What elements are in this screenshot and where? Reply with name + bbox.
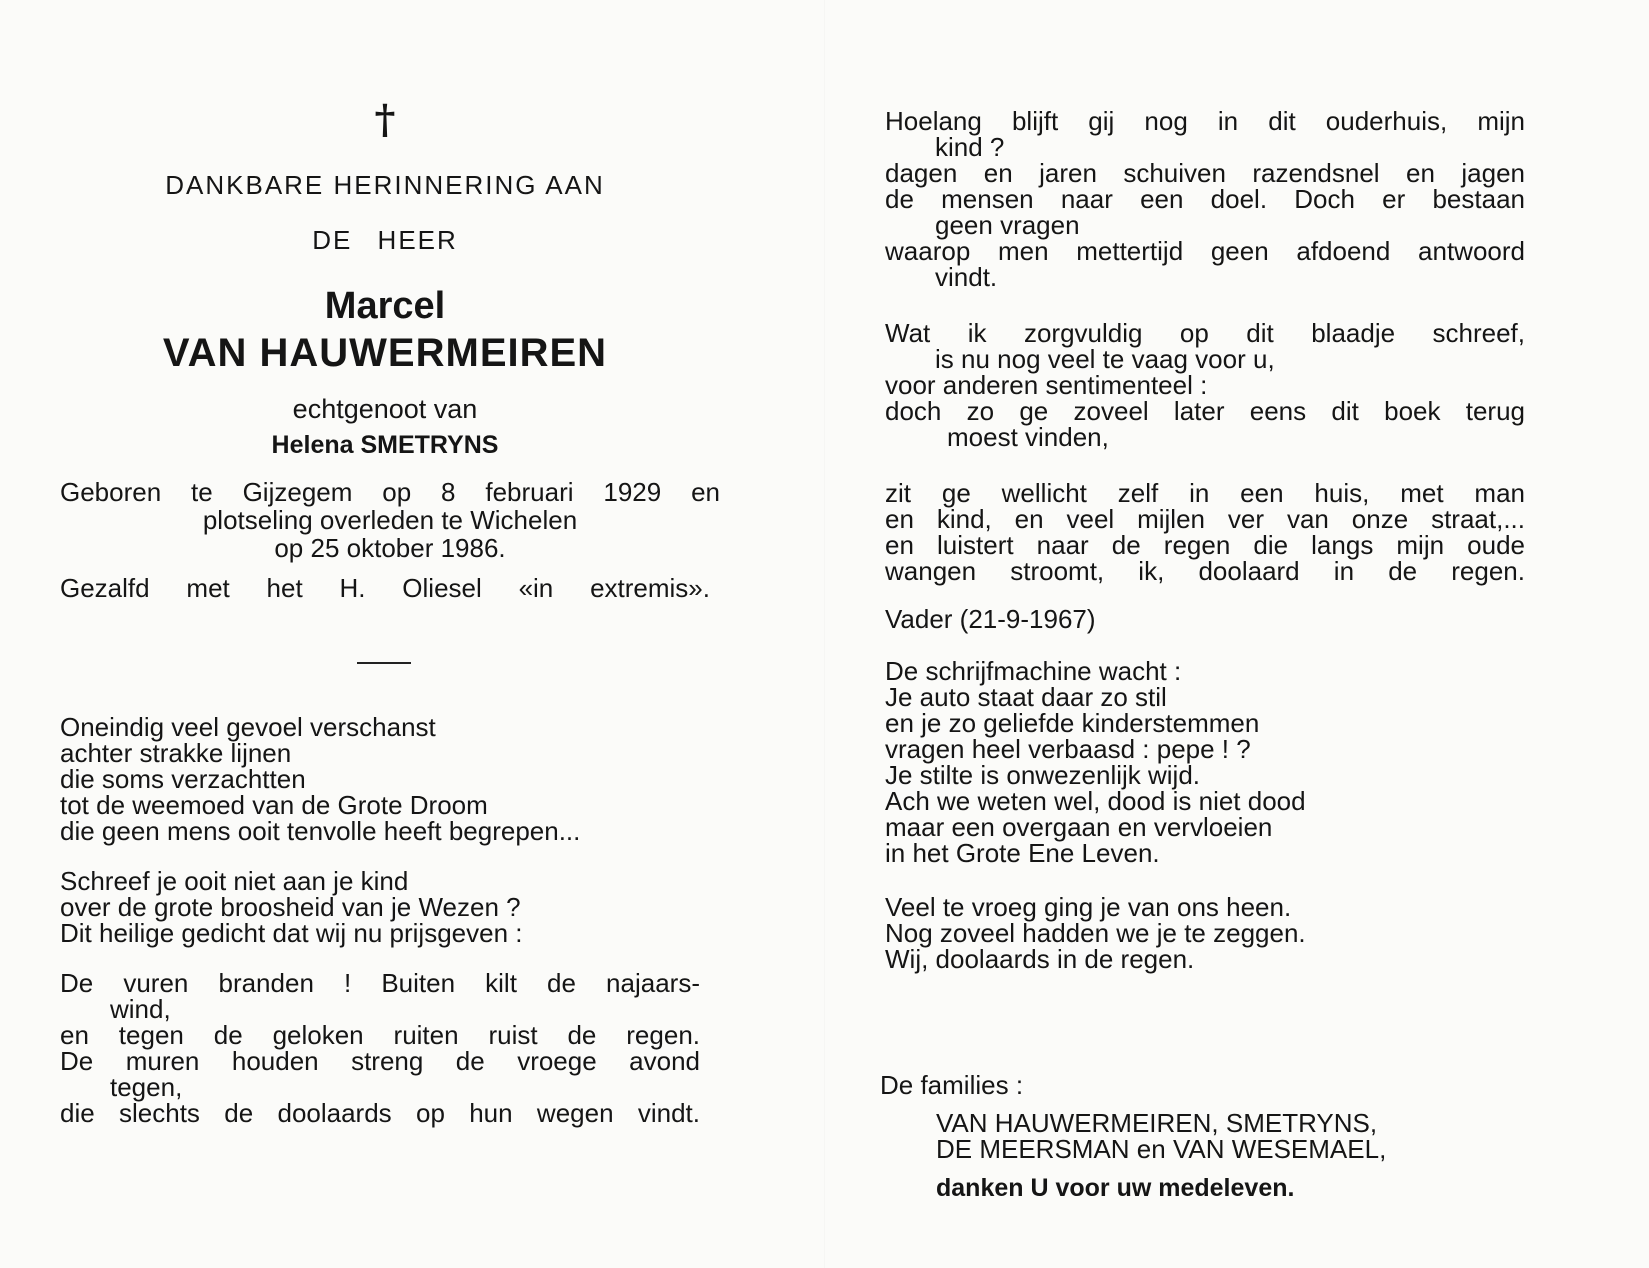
- poem-line: over de grote broosheid van je Wezen ?: [60, 892, 521, 922]
- right-poem-stanza-2: [885, 320, 1525, 450]
- families-label: De families :: [880, 1070, 1024, 1100]
- poem-line: en kind, en veel mijlen ver van onze straat,...: [885, 504, 1525, 534]
- poem-line: De vuren branden ! Buiten kilt de najaars-: [60, 968, 700, 998]
- poem-line: is nu nog veel te vaag voor u,: [935, 344, 1275, 374]
- poem-line: Veel te vroeg ging je van ons heen.: [885, 892, 1292, 922]
- poem-signature: Vader (21-9-1967): [885, 604, 1096, 634]
- poem-line: doch zo ge zoveel later eens dit boek terug: [885, 396, 1525, 426]
- families-line: DE MEERSMAN en VAN WESEMAEL,: [936, 1134, 1387, 1164]
- deceased-first-name: Marcel: [324, 285, 446, 327]
- right-poem-stanza-3: [885, 480, 1525, 584]
- bio-line: op 25 oktober 1986.: [274, 533, 506, 563]
- poem-line: Schreef je ooit niet aan je kind: [60, 866, 409, 896]
- poem-line: de mensen naar een doel. Doch er bestaan: [885, 184, 1525, 214]
- poem-line: dagen en jaren schuiven razendsnel en jagen: [885, 158, 1525, 188]
- poem-line: en luistert naar de regen die langs mijn oude: [885, 530, 1525, 560]
- families-names: [880, 1110, 1580, 1162]
- poem-line: in het Grote Ene Leven.: [885, 838, 1160, 868]
- divider: [357, 662, 411, 664]
- poem-line: die geen mens ooit tenvolle heeft begrepen...: [60, 816, 581, 846]
- poem-line: en tegen de geloken ruiten ruist de regen.: [60, 1020, 700, 1050]
- poem-line: die slechts de doolaards op hun wegen vindt.: [60, 1098, 700, 1128]
- poem-line: zit ge wellicht zelf in een huis, met man: [885, 478, 1525, 508]
- poem-line: kind ?: [935, 132, 1005, 162]
- poem-line: die soms verzachtten: [60, 764, 306, 794]
- poem-line: Je stilte is onwezenlijk wijd.: [885, 760, 1201, 790]
- deceased-surname: VAN HAUWERMEIREN: [162, 331, 608, 375]
- right-poem-stanza-4: [885, 658, 1525, 866]
- biography: [60, 478, 720, 602]
- families-block: [880, 1072, 1580, 1203]
- poem-line: achter strakke lijnen: [60, 738, 292, 768]
- poem-line: tot de weemoed van de Grote Droom: [60, 790, 488, 820]
- bio-line: plotseling overleden te Wichelen: [202, 505, 578, 535]
- spouse-name: Helena SMETRYNS: [271, 431, 499, 459]
- poem-line: Ach we weten wel, dood is niet dood: [885, 786, 1306, 816]
- poem-line: Wij, doolaards in de regen.: [885, 944, 1195, 974]
- poem-line: voor anderen sentimenteel :: [885, 370, 1208, 400]
- title-heading: DE HEER: [312, 225, 458, 255]
- spouse-label: echtgenoot van: [292, 394, 478, 424]
- poem-line: Dit heilige gedicht dat wij nu prijsgeven :: [60, 918, 523, 948]
- poem-line: waarop men mettertijd geen afdoend antwoord: [885, 236, 1525, 266]
- left-panel: [60, 96, 720, 1128]
- right-poem-stanza-1: [885, 108, 1525, 290]
- poem-line: moest vinden,: [947, 422, 1109, 452]
- poem-line: Je auto staat daar zo stil: [885, 682, 1167, 712]
- poem-line: en je zo geliefde kinderstemmen: [885, 708, 1260, 738]
- bio-line: Geboren te Gijzegem op 8 februari 1929 en: [60, 477, 720, 507]
- right-panel: [885, 108, 1565, 972]
- poem-line: Oneindig veel gevoel verschanst: [60, 712, 436, 742]
- bio-line: Gezalfd met het H. Oliesel «in extremis».: [60, 573, 710, 603]
- poem-line: Nog zoveel hadden we je te zeggen.: [885, 918, 1306, 948]
- poem-line: vragen heel verbaasd : pepe ! ?: [885, 734, 1251, 764]
- poem-line: vindt.: [935, 262, 998, 292]
- poem-line: Hoelang blijft gij nog in dit ouderhuis, mijn: [885, 106, 1525, 136]
- poem-line: wangen stroomt, ik, doolaard in de regen.: [885, 556, 1525, 586]
- poem-line: geen vragen: [935, 210, 1080, 240]
- dedication-heading: DANKBARE HERINNERING AAN: [165, 170, 605, 200]
- left-poem-stanza-2: [60, 868, 700, 946]
- thanks-line: danken U voor uw medeleven.: [936, 1174, 1295, 1202]
- poem-line: De schrijfmachine wacht :: [885, 656, 1182, 686]
- cross-icon: †: [374, 96, 396, 143]
- families-line: VAN HAUWERMEIREN, SMETRYNS,: [936, 1108, 1378, 1138]
- poem-line: maar een overgaan en vervloeien: [885, 812, 1273, 842]
- right-poem-stanza-5: [885, 894, 1525, 972]
- card-fold: [824, 0, 825, 1268]
- poem-line: De muren houden streng de vroege avond: [60, 1046, 700, 1076]
- poem-line: tegen,: [110, 1072, 183, 1102]
- poem-line: Wat ik zorgvuldig op dit blaadje schreef,: [885, 318, 1525, 348]
- left-poem-stanza-1: [60, 714, 700, 844]
- left-poem-stanza-3: [60, 970, 700, 1126]
- poem-line: wind,: [110, 994, 171, 1024]
